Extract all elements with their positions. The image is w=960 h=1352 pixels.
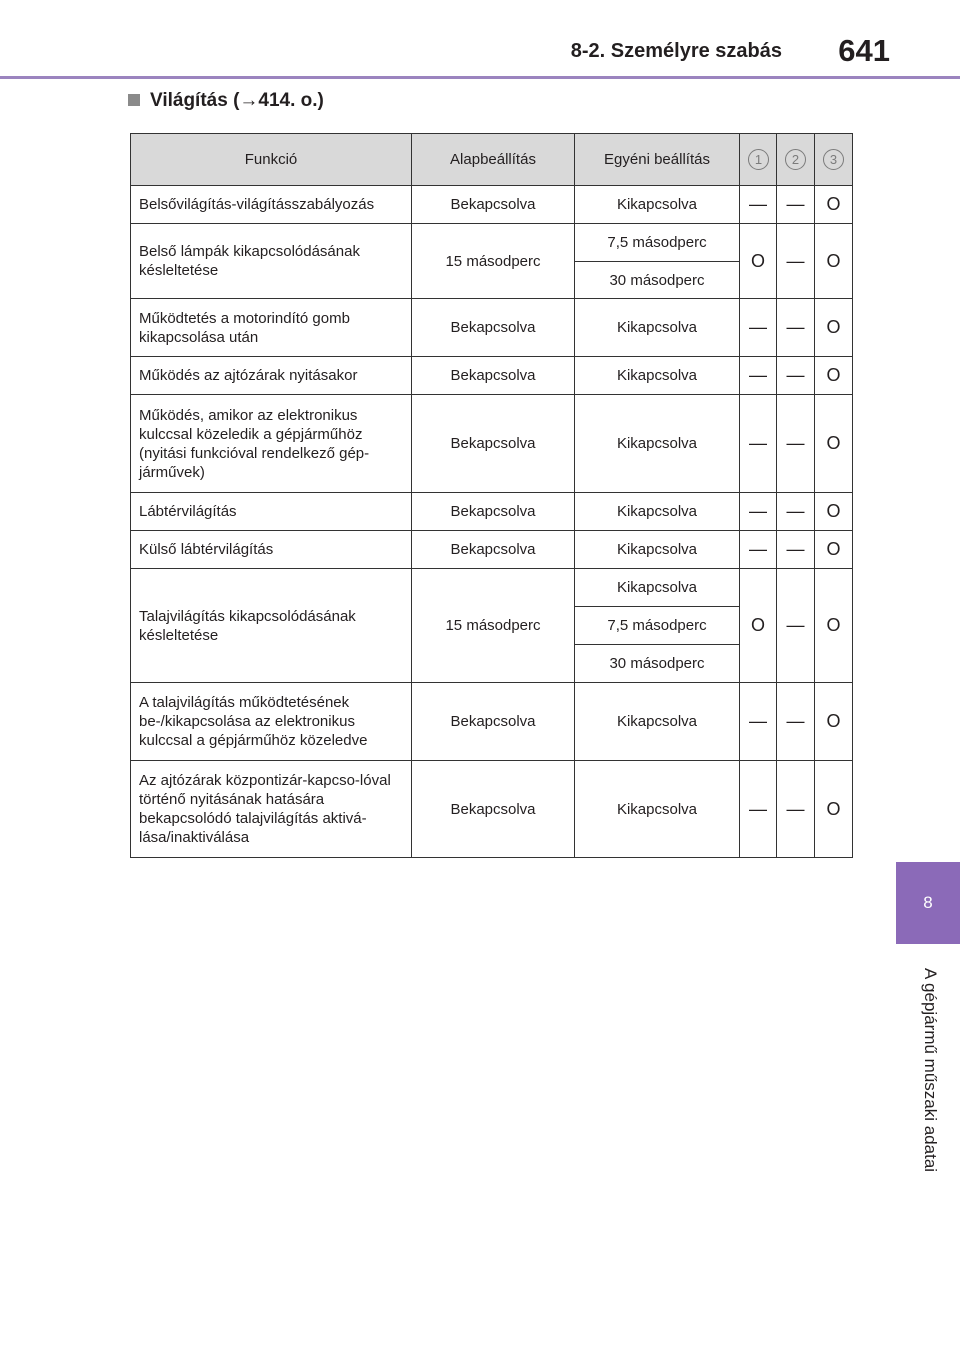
cell-mark-2: — [777,299,815,357]
cell-mark-2: — [777,683,815,761]
circled-1-icon: 1 [748,149,769,170]
cell-default: Bekapcsolva [412,493,575,531]
cell-function: Működés, amikor az elektronikus kulccsal közeledik a gépjárműhöz (nyitási funkcióval rendelkező gép-járművek) [131,395,412,493]
cell-mark-3: O [815,395,853,493]
cell-mark-1: — [740,493,777,531]
bullet-square-icon [128,94,140,106]
cell-function: Az ajtózárak központizár-kapcso-lóval történő nyitásának hatására bekapcsolódó talajvilágítás aktivá-lása/inaktiválása [131,761,412,858]
table-row [131,299,853,357]
cell-mark-2: — [777,493,815,531]
cell-default: Bekapcsolva [412,683,575,761]
cell-function: Működtetés a motorindító gomb kikapcsolása után [131,299,412,357]
cell-mark-2: — [777,569,815,683]
header-default: Alapbeállítás [412,134,575,186]
cell-default: Bekapcsolva [412,299,575,357]
cell-mark-2: — [777,186,815,224]
cell-mark-1: — [740,357,777,395]
header-custom: Egyéni beállítás [575,134,740,186]
header-function: Funkció [131,134,412,186]
cell-custom: Kikapcsolva [575,493,740,531]
cell-function: Külső lábtérvilágítás [131,531,412,569]
header-col3 [815,134,853,186]
cell-custom: 7,5 másodperc [575,607,740,645]
table-row [131,569,853,607]
chapter-side-label: A gépjármű műszaki adatai [921,967,940,1173]
section-heading [128,90,324,112]
cell-function: Belsővilágítás-világításszabályozás [131,186,412,224]
cell-mark-3: O [815,531,853,569]
cell-custom: 7,5 másodperc [575,224,740,262]
cell-mark-1: — [740,186,777,224]
cell-custom: Kikapcsolva [575,395,740,493]
cell-mark-1: O [740,569,777,683]
cell-custom: Kikapcsolva [575,357,740,395]
cell-mark-2: — [777,357,815,395]
running-header-title: 8-2. Személyre szabás [570,40,782,62]
cell-custom: Kikapcsolva [575,569,740,607]
section-heading-text: Világítás ( [150,90,240,111]
cell-mark-1: — [740,761,777,858]
cell-mark-1: O [740,224,777,299]
cell-custom: Kikapcsolva [575,299,740,357]
table-row [131,531,853,569]
circled-2-icon: 2 [785,149,806,170]
header-col1 [740,134,777,186]
cell-mark-2: — [777,761,815,858]
cell-function: A talajvilágítás működtetésének be-/kikapcsolása az elektronikus kulccsal a gépjárműhöz közeledve [131,683,412,761]
table-row [131,224,853,262]
cell-custom: Kikapcsolva [575,186,740,224]
cell-mark-3: O [815,683,853,761]
cell-custom: 30 másodperc [575,645,740,683]
cell-default: Bekapcsolva [412,531,575,569]
cell-mark-2: — [777,395,815,493]
table-row [131,395,853,493]
settings-table [130,133,853,858]
cell-default: 15 másodperc [412,569,575,683]
cell-default: Bekapcsolva [412,186,575,224]
cell-custom: Kikapcsolva [575,683,740,761]
page-number: 641 [838,33,890,68]
cell-mark-1: — [740,531,777,569]
cell-mark-3: O [815,299,853,357]
table-row [131,761,853,858]
header-rule [0,76,960,79]
cell-function: Lábtérvilágítás [131,493,412,531]
cell-mark-3: O [815,224,853,299]
table-header-row [131,134,853,186]
cell-custom: Kikapcsolva [575,531,740,569]
cell-mark-3: O [815,186,853,224]
arrow-icon: → [239,90,259,111]
table-row [131,357,853,395]
header-col2 [777,134,815,186]
cell-default: 15 másodperc [412,224,575,299]
cell-function: Működés az ajtózárak nyitásakor [131,357,412,395]
cell-function: Talajvilágítás kikapcsolódásának késleltetése [131,569,412,683]
cell-custom: 30 másodperc [575,262,740,299]
cell-default: Bekapcsolva [412,395,575,493]
cell-mark-1: — [740,683,777,761]
cell-custom: Kikapcsolva [575,761,740,858]
table-row [131,683,853,761]
cell-mark-2: — [777,531,815,569]
cell-mark-3: O [815,357,853,395]
cell-mark-1: — [740,395,777,493]
table-row [131,493,853,531]
cell-mark-2: — [777,224,815,299]
cell-default: Bekapcsolva [412,761,575,858]
cell-mark-3: O [815,761,853,858]
cell-function: Belső lámpák kikapcsolódásának késleltetése [131,224,412,299]
cell-default: Bekapcsolva [412,357,575,395]
cell-mark-3: O [815,493,853,531]
section-heading-ref: 414. o.) [258,90,324,111]
circled-3-icon: 3 [823,149,844,170]
cell-mark-1: — [740,299,777,357]
cell-mark-3: O [815,569,853,683]
table-row [131,186,853,224]
chapter-tab: 8 [896,862,960,944]
